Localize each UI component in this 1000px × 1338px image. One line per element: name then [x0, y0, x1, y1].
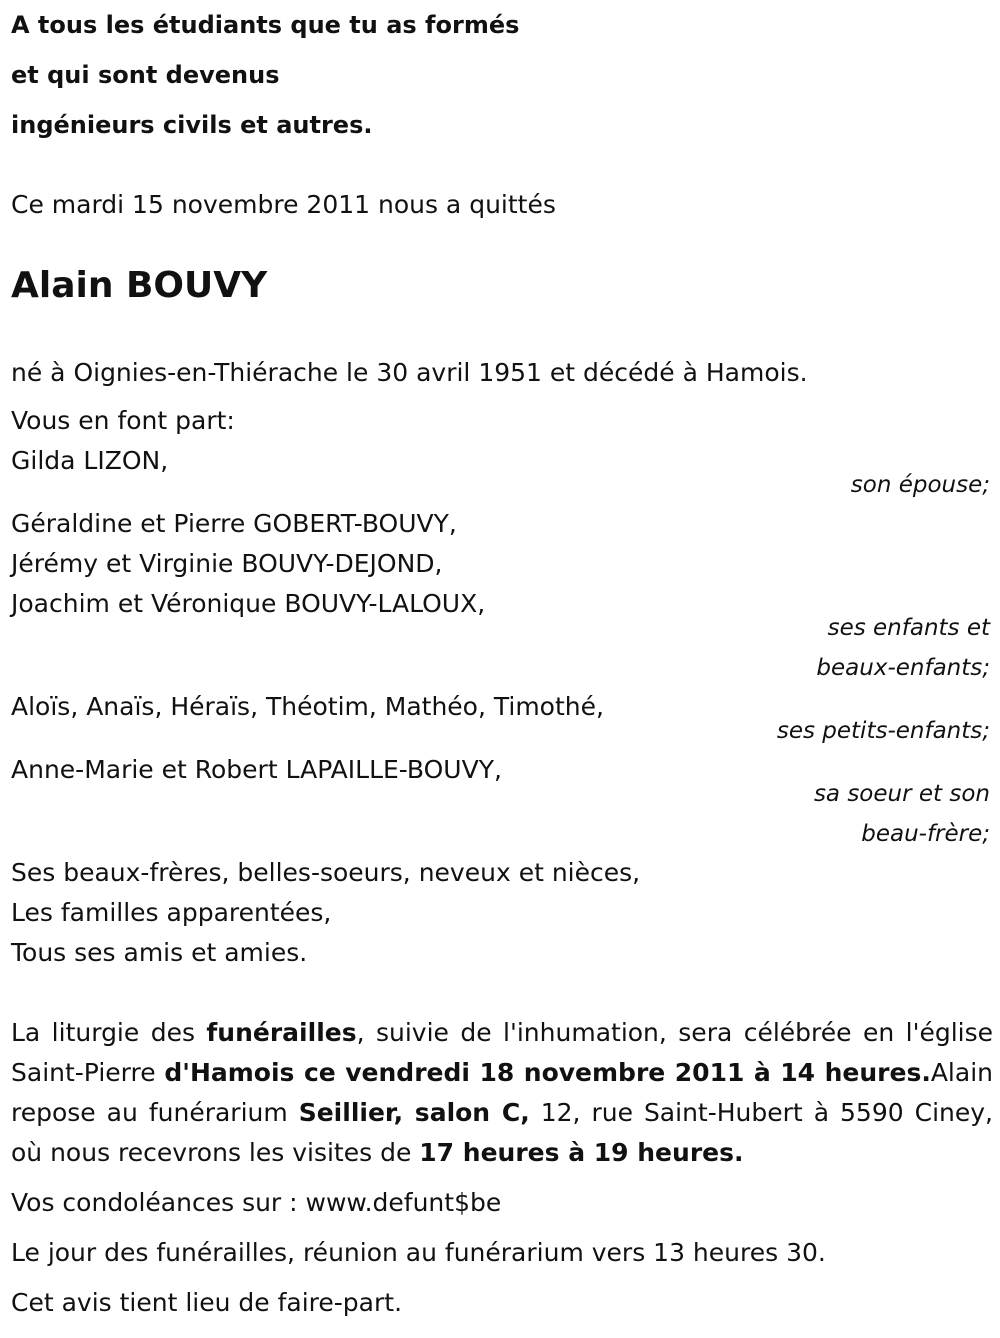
funeral-text-4: 12, rue Saint-Hubert à 5590 Ciney, où nous recevrons les visites de: [11, 1098, 993, 1167]
funeral-text-1: La liturgie des: [11, 1018, 207, 1047]
funeral-bold-1: funérailles: [206, 1018, 357, 1047]
dedication-line-2: et qui sont devenus: [11, 61, 280, 89]
sibling-relation-2: beau-frère;: [861, 821, 990, 847]
others-line-3: Tous ses amis et amies.: [11, 938, 308, 967]
spouse-name: Gilda LIZON,: [11, 446, 169, 475]
birth-death-text: né à Oignies-en-Thiérache le 30 avril 1951 et décédé à Hamois.: [11, 358, 808, 387]
closing-text: Cet avis tient lieu de faire-part.: [11, 1288, 403, 1317]
children-relation-2: beaux-enfants;: [816, 655, 990, 681]
child-line-2: Jérémy et Virginie BOUVY-DEJOND,: [11, 549, 443, 578]
spouse-relation: son épouse;: [850, 472, 990, 498]
funeral-text-3: Alain repose au funérarium: [11, 1058, 993, 1127]
announce-label: Vous en font part:: [11, 406, 235, 435]
child-line-1: Géraldine et Pierre GOBERT-BOUVY,: [11, 509, 457, 538]
meeting-text: Le jour des funérailles, réunion au funérarium vers 13 heures 30.: [11, 1238, 826, 1267]
others-line-1: Ses beaux-frères, belles-soeurs, neveux et nièces,: [11, 858, 641, 887]
sibling-relation-1: sa soeur et son: [813, 781, 990, 807]
funeral-bold-2: d'Hamois ce vendredi 18 novembre 2011 à 14 heures.: [164, 1058, 931, 1087]
children-relation-1: ses enfants et: [827, 615, 990, 641]
grandchildren-names: Aloïs, Anaïs, Héraïs, Théotim, Mathéo, Timothé,: [11, 692, 604, 721]
funeral-text-2: , suivie de l'inhumation, sera célébrée en l'église Saint-Pierre: [11, 1018, 994, 1087]
sibling-names: Anne-Marie et Robert LAPAILLE-BOUVY,: [11, 755, 502, 784]
dedication-line-1: A tous les étudiants que tu as formés: [11, 11, 520, 39]
deceased-name: Alain BOUVY: [11, 265, 268, 306]
dedication-line-3: ingénieurs civils et autres.: [11, 111, 373, 139]
intro-text: Ce mardi 15 novembre 2011 nous a quittés: [11, 190, 556, 219]
funeral-bold-3: Seillier, salon C,: [298, 1098, 530, 1127]
funeral-paragraph: [11, 1013, 993, 1173]
condolences-text: Vos condoléances sur : www.defunt$be: [11, 1188, 502, 1217]
grandchildren-relation: ses petits-enfants;: [776, 718, 990, 744]
child-line-3: Joachim et Véronique BOUVY-LALOUX,: [11, 589, 486, 618]
others-line-2: Les familles apparentées,: [11, 898, 332, 927]
funeral-bold-4: 17 heures à 19 heures.: [419, 1138, 744, 1167]
